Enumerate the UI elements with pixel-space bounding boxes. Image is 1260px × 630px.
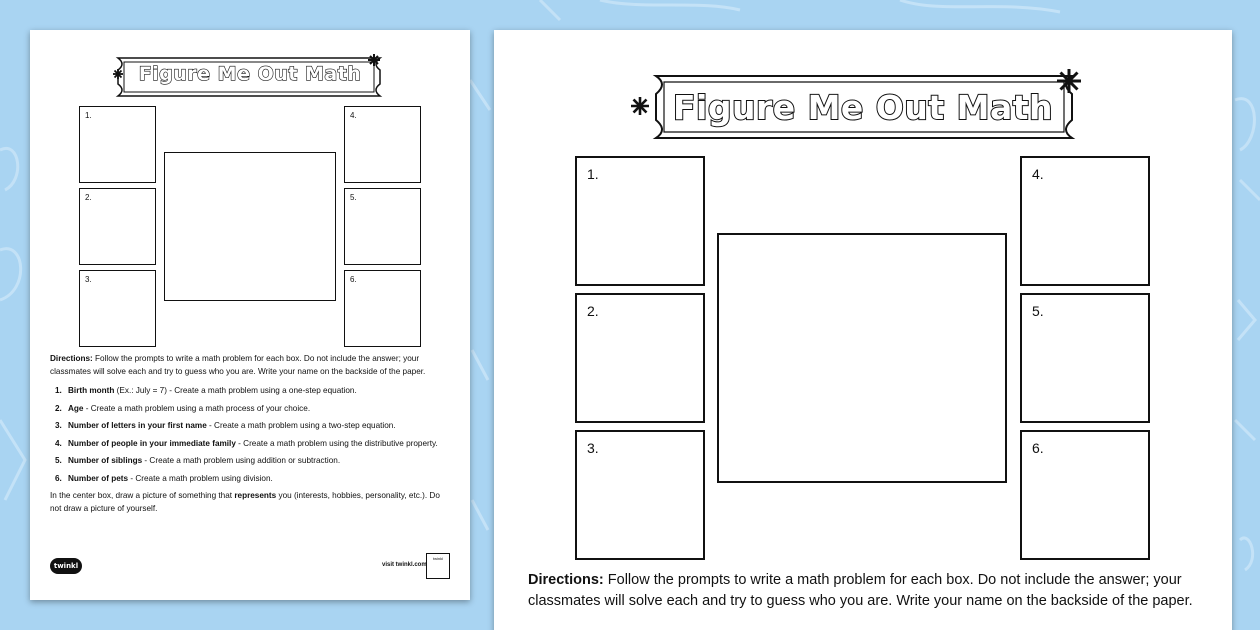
prompt-text: - Create a math problem using a one-step equation. bbox=[166, 386, 357, 395]
worksheet-title: Figure Me Out Math bbox=[672, 88, 1053, 127]
prompt-label: Age bbox=[68, 403, 84, 413]
prompt-number: 3. bbox=[55, 421, 62, 430]
answer-box-6 bbox=[1020, 430, 1150, 560]
prompt-number: 5. bbox=[55, 456, 62, 465]
prompt-item bbox=[50, 384, 450, 397]
center-drawing-box bbox=[164, 152, 336, 301]
prompt-item bbox=[50, 437, 450, 450]
directions-paragraph bbox=[50, 352, 450, 378]
center-note-bold: represents bbox=[234, 491, 277, 500]
box-number: 5. bbox=[1032, 303, 1044, 319]
worksheet-zoomed bbox=[494, 30, 1232, 630]
answer-box-2 bbox=[575, 293, 705, 423]
box-number: 6. bbox=[1032, 440, 1044, 456]
box-number: 1. bbox=[85, 111, 92, 120]
twinkl-logo-icon: twinkl bbox=[50, 558, 82, 574]
prompt-extra: (Ex.: July = 7) bbox=[114, 386, 167, 395]
prompt-label: Number of letters in your first name bbox=[68, 421, 207, 430]
box-number: 4. bbox=[1032, 166, 1044, 182]
prompt-label: Number of siblings bbox=[68, 456, 143, 465]
directions-label: Directions: bbox=[528, 572, 604, 588]
prompt-number: 4. bbox=[55, 438, 62, 448]
center-note-text: In the center box, draw a picture of something that bbox=[50, 491, 235, 500]
answer-box-4 bbox=[344, 106, 421, 183]
directions-block bbox=[50, 352, 450, 515]
prompt-label: Number of pets bbox=[68, 473, 129, 483]
prompt-number: 1. bbox=[55, 386, 62, 395]
box-number: 5. bbox=[350, 193, 357, 202]
answer-box-5 bbox=[1020, 293, 1150, 423]
directions-label: Directions: bbox=[50, 354, 93, 363]
center-note-text: you (interests, hobbies, personality, etc.). Do not draw a picture of yourself. bbox=[50, 491, 440, 513]
box-number: 3. bbox=[587, 440, 599, 456]
worksheet-thumbnail bbox=[30, 30, 470, 600]
prompt-label: Birth month bbox=[68, 386, 115, 395]
box-number: 4. bbox=[350, 111, 357, 120]
prompt-list bbox=[50, 384, 450, 485]
prompt-number: 6. bbox=[55, 473, 62, 483]
answer-box-3 bbox=[79, 270, 156, 347]
footer-url: visit twinkl.com bbox=[382, 562, 427, 568]
box-number: 1. bbox=[587, 166, 599, 182]
prompt-text: - Create a math problem using division. bbox=[128, 473, 273, 483]
prompt-text: - Create a math problem using addition or subtraction. bbox=[142, 456, 341, 465]
directions-block bbox=[528, 570, 1208, 612]
prompt-item bbox=[50, 402, 450, 415]
worksheet-title: Figure Me Out Math bbox=[138, 63, 362, 85]
box-number: 2. bbox=[85, 193, 92, 202]
answer-box-4 bbox=[1020, 156, 1150, 286]
footer-badge: twinkl bbox=[426, 553, 450, 579]
box-number: 2. bbox=[587, 303, 599, 319]
prompt-text: - Create a math problem using a two-step equation. bbox=[206, 421, 396, 430]
prompt-text: - Create a math problem using the distributive property. bbox=[235, 438, 438, 448]
prompt-text: - Create a math problem using a math process of your choice. bbox=[83, 403, 311, 413]
answer-box-1 bbox=[79, 106, 156, 183]
answer-box-6 bbox=[344, 270, 421, 347]
answer-box-1 bbox=[575, 156, 705, 286]
answer-box-3 bbox=[575, 430, 705, 560]
answer-box-5 bbox=[344, 188, 421, 265]
answer-box-2 bbox=[79, 188, 156, 265]
box-number: 3. bbox=[85, 275, 92, 284]
prompt-item bbox=[50, 419, 450, 432]
center-box-note bbox=[50, 489, 450, 515]
prompt-label: Number of people in your immediate family bbox=[68, 438, 236, 448]
directions-text: Follow the prompts to write a math problem for each box. Do not include the answer; your classmates will solve each and try to guess who you are. Write your name on the backside of the paper. bbox=[50, 354, 426, 376]
prompt-item bbox=[50, 454, 450, 467]
prompt-item bbox=[50, 472, 450, 485]
prompt-number: 2. bbox=[55, 403, 62, 413]
center-drawing-box bbox=[717, 233, 1007, 483]
box-number: 6. bbox=[350, 275, 357, 284]
directions-text: Follow the prompts to write a math problem for each box. Do not include the answer; your classmates will solve each and try to guess who you are. Write your name on the backside of the paper. bbox=[528, 572, 1193, 609]
